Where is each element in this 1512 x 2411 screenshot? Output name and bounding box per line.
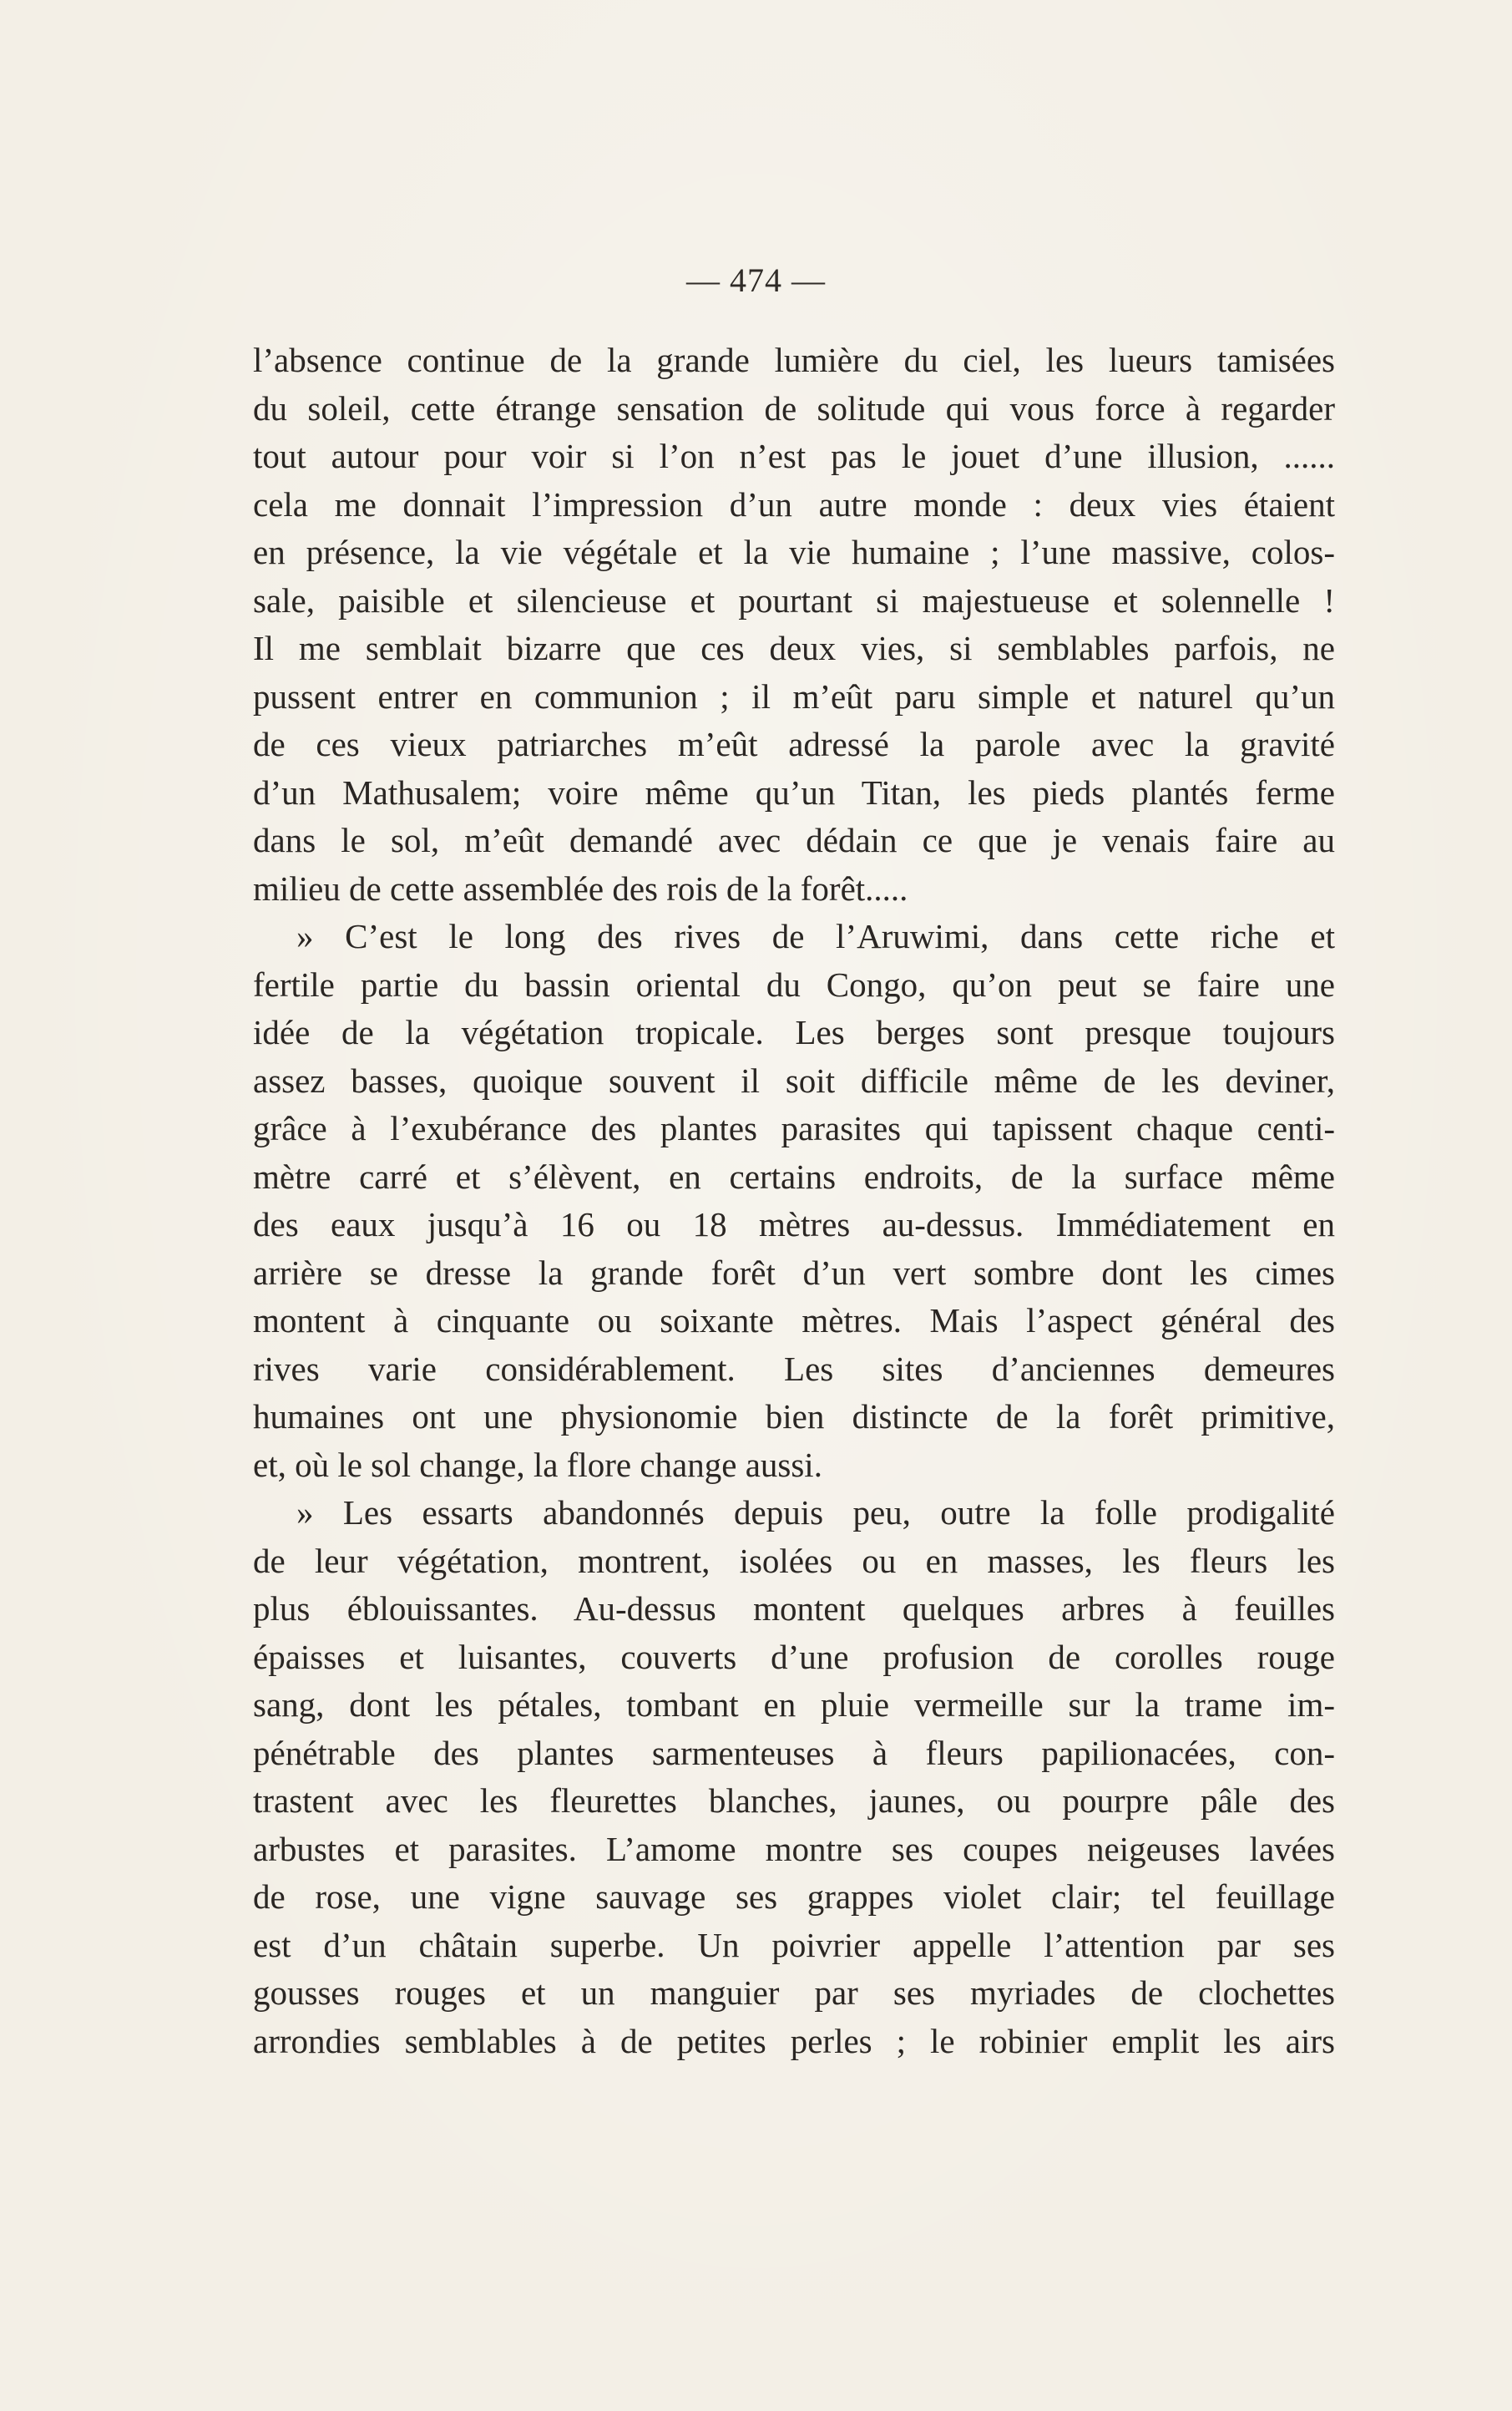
text-line: arrière se dresse la grande forêt d’un vert sombre dont les cimes <box>253 1253 1335 1292</box>
text-line: pussent entrer en communion ; il m’eût paru simple et naturel qu’un <box>253 676 1335 716</box>
text-line: sale, paisible et silencieuse et pourtant si majestueuse et solennelle ! <box>253 580 1335 620</box>
text-line: trastent avec les fleurettes blanches, jaunes, ou pourpre pâle des <box>253 1781 1335 1820</box>
text-line: de rose, une vigne sauvage ses grappes violet clair; tel feuillage <box>253 1877 1335 1916</box>
text-line: Il me semblait bizarre que ces deux vies, si semblables parfois, ne <box>253 629 1335 667</box>
text-line: sang, dont les pétales, tombant en pluie vermeille sur la trame im- <box>253 1685 1335 1724</box>
text-line: arbustes et parasites. L’amome montre ses coupes neigeuses lavées <box>253 1829 1335 1868</box>
text-line: cela me donnait l’impression d’un autre monde : deux vies étaient <box>253 484 1335 524</box>
text-line: idée de la végétation tropicale. Les berges sont presque toujours <box>253 1013 1335 1051</box>
text-line: des eaux jusqu’à 16 ou 18 mètres au-dessus. Immédiatement en <box>253 1205 1335 1243</box>
page-number: — 474 — <box>686 261 826 299</box>
text-line: est d’un châtain superbe. Un poivrier appelle l’attention par ses <box>253 1925 1335 1964</box>
text-line: en présence, la vie végétale et la vie humaine ; l’une massive, colos- <box>253 533 1335 571</box>
text-line: arrondies semblables à de petites perles ; le robinier emplit les airs <box>253 2021 1335 2060</box>
text-line: l’absence continue de la grande lumière du ciel, les lueurs tamisées <box>253 341 1335 379</box>
text-line: assez basses, quoique souvent il soit difficile même de les deviner, <box>253 1061 1335 1100</box>
text-line: de leur végétation, montrent, isolées ou en masses, les fleurs les <box>253 1541 1335 1580</box>
text-line: rives varie considérablement. Les sites d’anciennes demeures <box>253 1349 1335 1388</box>
text-line: gousses rouges et un manguier par ses myriades de clochettes <box>253 1973 1335 2012</box>
text-line: et, où le sol change, la flore change aussi. <box>253 1445 822 1484</box>
text-line: dans le sol, m’eût demandé avec dédain ce que je venais faire au <box>253 821 1335 859</box>
body-text <box>253 337 1335 2065</box>
text-line: milieu de cette assemblée des rois de la forêt..... <box>253 869 908 908</box>
text-line: du soleil, cette étrange sensation de solitude qui vous force à regarder <box>253 388 1335 428</box>
text-line: de ces vieux patriarches m’eût adressé la parole avec la gravité <box>253 725 1335 763</box>
text-line: plus éblouissantes. Au-dessus montent quelques arbres à feuilles <box>253 1589 1335 1628</box>
text-line: épaisses et luisantes, couverts d’une profusion de corolles rouge <box>253 1637 1335 1676</box>
text-line: humaines ont une physionomie bien distincte de la forêt primitive, <box>253 1397 1335 1436</box>
text-line: grâce à l’exubérance des plantes parasites qui tapissent chaque centi- <box>253 1109 1335 1147</box>
text-line: montent à cinquante ou soixante mètres. Mais l’aspect général des <box>253 1301 1335 1340</box>
text-line: » Les essarts abandonnés depuis peu, outre la folle prodigalité <box>296 1493 1335 1532</box>
text-line: pénétrable des plantes sarmenteuses à fleurs papilionacées, con- <box>253 1733 1335 1772</box>
text-line: fertile partie du bassin oriental du Congo, qu’on peut se faire une <box>253 965 1335 1004</box>
text-line: tout autour pour voir si l’on n’est pas le jouet d’une illusion, ...... <box>253 437 1335 475</box>
text-line: mètre carré et s’élèvent, en certains endroits, de la surface même <box>253 1157 1335 1196</box>
text-line: d’un Mathusalem; voire même qu’un Titan, les pieds plantés ferme <box>253 772 1335 812</box>
text-line: » C’est le long des rives de l’Aruwimi, dans cette riche et <box>296 917 1335 955</box>
